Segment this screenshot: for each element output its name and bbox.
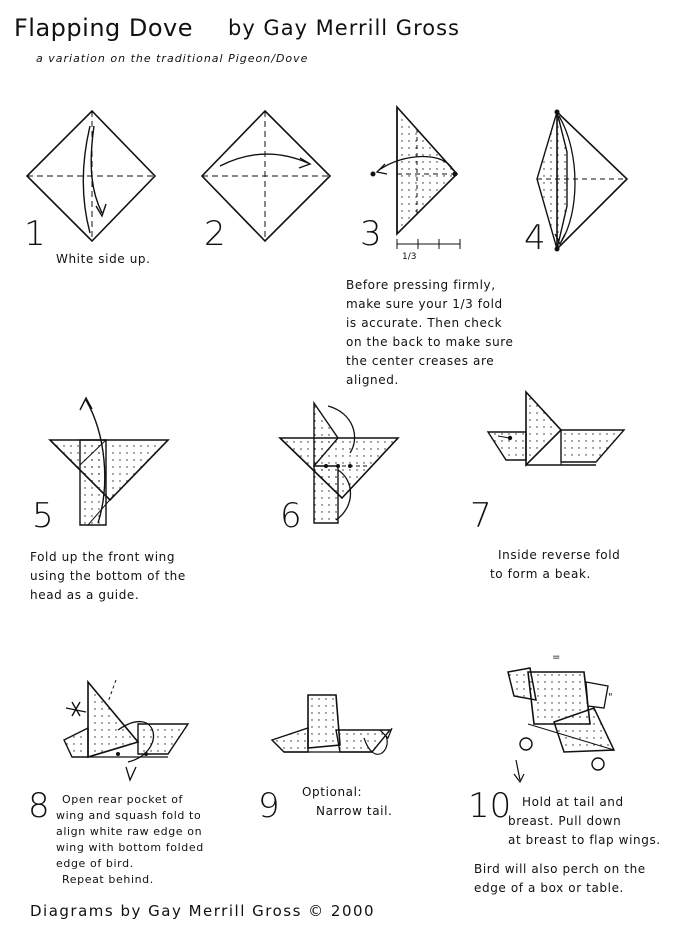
step-10-diagram [494,652,644,782]
step-8-diagram [58,672,193,787]
step-9-diagram [268,690,398,770]
step-8-caption: Open rear pocket of wing and squash fold to align white raw edge on wing with bottom folded edge of bird. Repeat behind. [56,793,204,886]
step-7-caption: Inside reverse fold to form a beak. [490,548,621,581]
step-9-number: 9 [258,786,280,826]
step-6-number: 6 [280,496,302,536]
step-4-caption: Before pressing firmly, make sure your 1/3 fold is accurate. Then check on the back to make sure the center creases are aligned. [346,278,514,387]
step-5-caption: Fold up the front wing using the bottom of the head as a guide. [30,550,186,602]
step-10-caption: Hold at tail and breast. Pull down at breast to flap wings. [508,795,661,847]
subtitle: a variation on the traditional Pigeon/Dove [36,52,309,65]
step-7-number: 7 [470,496,492,536]
step-1-number: 1 [24,214,46,254]
svg-text:=: = [552,652,561,663]
step-4-number: 4 [524,218,546,258]
step-8-number: 8 [28,786,50,826]
step-3-number: 3 [360,214,382,254]
step-9-caption: Optional: Narrow tail. [302,785,393,818]
step-1-caption: White side up. [56,252,151,266]
step-2-number: 2 [204,214,226,254]
author-credit: by Gay Merrill Gross [228,16,460,40]
step-5-number: 5 [32,496,54,536]
step-3-fraction: 1/3 [402,252,417,262]
svg-text:": " [608,692,613,703]
step-5-diagram [48,395,178,535]
step-10-note: Bird will also perch on the edge of a box or table. [474,862,646,895]
page-title: Flapping Dove [14,14,194,42]
step-7-diagram [486,390,631,480]
footer-credit: Diagrams by Gay Merrill Gross © 2000 [30,902,376,920]
step-10-number: 10 [468,786,512,826]
step-4-diagram [535,104,645,254]
